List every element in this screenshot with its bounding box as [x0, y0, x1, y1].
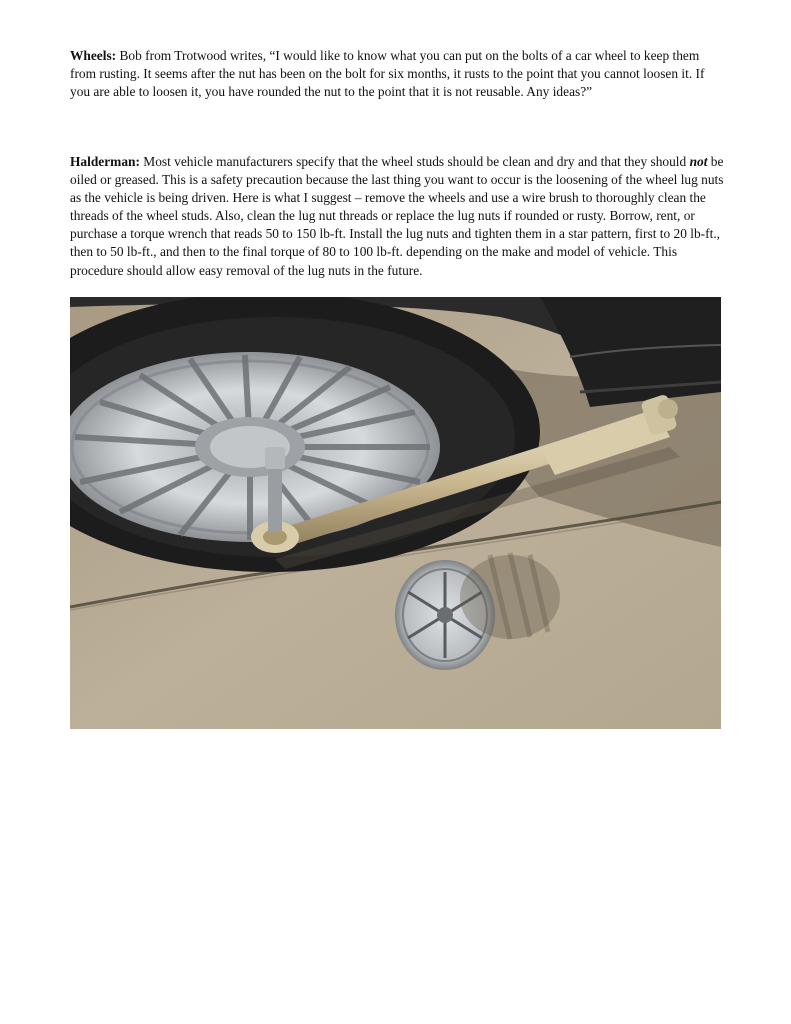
- answer-text-before: Most vehicle manufacturers specify that the wheel studs should be clean and dry and that they should: [143, 154, 687, 169]
- answer-emphasis: not: [689, 154, 708, 169]
- answer-paragraph: [70, 153, 725, 280]
- question-paragraph: [70, 47, 725, 101]
- answer-label: Halderman:: [70, 154, 140, 169]
- question-text: Bob from Trotwood writes, “I would like to know what you can put on the bolts of a car wheel to keep them from rusting. It seems after the nut has been on the bolt for six months, it rusts to the point that you cannot loosen it. If you are able to loosen it, you have rounded the nut to the point that it is not reusable. Any ideas?”: [70, 48, 705, 100]
- question-label: Wheels:: [70, 48, 117, 63]
- answer-text-after: be oiled or greased. This is a safety precaution because the last thing you want to occur is the loosening of the wheel lug nuts as the vehicle is being driven. Here is what I suggest – remove the wheels and use a wire brush to thoroughly clean the threads of the wheel studs. Also, clean the lug nut threads or replace the lug nuts if rounded or rusty. Borrow, rent, or purchase a torque wrench that reads 50 to 150 lb-ft. Install the lug nuts and tighten them in a star pattern, first to 20 lb-ft., then to 50 lb-ft., and then to the final torque of 80 to 100 lb-ft. depending on the make and model of vehicle. This procedure should allow easy removal of the lug nuts in the future.: [70, 154, 724, 278]
- torque-wrench-photo: [70, 297, 721, 729]
- photo-torque-wrench-on-wheel-icon: [70, 297, 721, 729]
